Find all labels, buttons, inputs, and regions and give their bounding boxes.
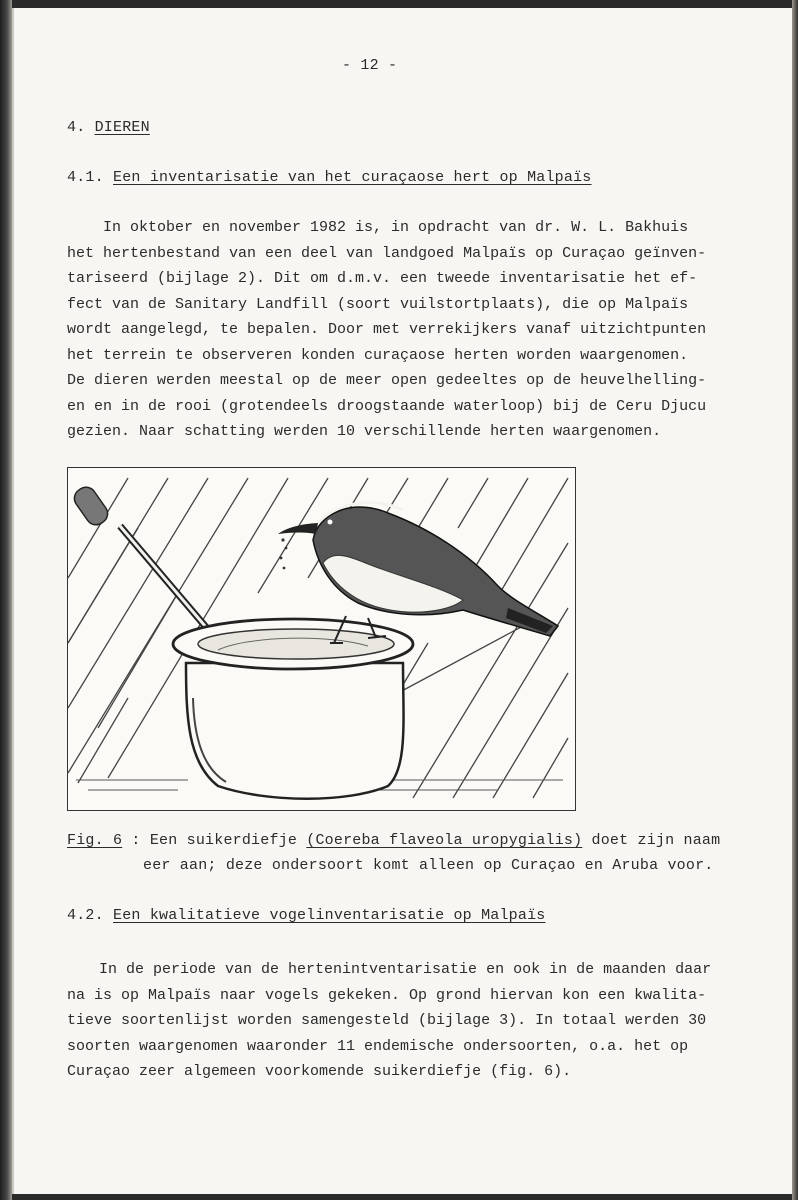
text-line: het terrein te observeren konden curaçaose herten worden waargenomen. <box>67 346 689 364</box>
text-line: gezien. Naar schatting werden 10 verschillende herten waargenomen. <box>67 423 662 440</box>
text-line: na is op Malpaïs naar vogels gekeken. Op grond hiervan kon een kwalita- <box>67 986 707 1004</box>
illustration-drawing <box>68 468 574 809</box>
section-heading <box>67 119 150 136</box>
text-line: fect van de Sanitary Landfill (soort vuilstortplaats), die op Malpaïs <box>67 295 689 313</box>
pot <box>173 619 413 799</box>
caption-species: (Coereba flaveola uropygialis) <box>306 832 583 849</box>
page-number: - 12 - <box>342 57 398 74</box>
figure-caption-line2: eer aan; deze ondersoort komt alleen op Curaçao en Aruba voor. <box>143 857 714 874</box>
text-line: Curaçao zeer algemeen voorkomende suikerdiefje (fig. 6). <box>67 1063 572 1080</box>
text-line: het hertenbestand van een deel van landgoed Malpaïs op Curaçao geïnven- <box>67 244 707 262</box>
subsection-title: Een kwalitatieve vogelinventarisatie op Malpaïs <box>113 907 546 924</box>
text-line: en en in de rooi (grotendeels droogstaande waterloop) bij de Ceru Djucu <box>67 397 707 415</box>
subsection-heading-4-1 <box>67 169 592 186</box>
figure-separator: : <box>131 832 141 849</box>
text-line: wordt aangelegd, te bepalen. Door met verrekijkers vanaf uitzichtpunten <box>67 321 707 338</box>
subsection-title: Een inventarisatie van het curaçaose hert op Malpaïs <box>113 169 592 186</box>
section-title: DIEREN <box>94 119 150 136</box>
page-edge <box>792 0 798 1200</box>
figure-label: Fig. 6 <box>67 832 123 849</box>
text-line: soorten waargenomen waaronder 11 endemische ondersoorten, o.a. het op <box>67 1037 689 1055</box>
book-binding <box>0 0 12 1200</box>
section-number: 4. <box>67 119 86 136</box>
subsection-number: 4.1. <box>67 169 104 186</box>
subsection-heading-4-2 <box>67 907 545 924</box>
subsection-number: 4.2. <box>67 907 104 924</box>
figure-caption-line1 <box>67 832 720 849</box>
caption-suffix: doet zijn naam <box>591 832 721 849</box>
caption-prefix: Een suikerdiefje <box>149 832 298 849</box>
paragraph-deer-inventory <box>67 215 706 445</box>
text-line: tariseerd (bijlage 2). Dit om d.m.v. een tweede inventarisatie het ef- <box>67 270 698 287</box>
text-line: In de periode van de hertenintventarisatie en ook in de maanden daar <box>99 961 712 978</box>
text-line: In oktober en november 1982 is, in opdracht van dr. W. L. Bakhuis <box>103 219 689 236</box>
text-line: tieve soortenlijst worden samengesteld (bijlage 3). In totaal werden 30 <box>67 1012 707 1029</box>
text-line: De dieren werden meestal op de meer open gedeeltes op de heuvelhelling- <box>67 372 707 389</box>
paragraph-bird-inventory <box>67 957 711 1085</box>
bananaquit-illustration <box>67 467 576 811</box>
